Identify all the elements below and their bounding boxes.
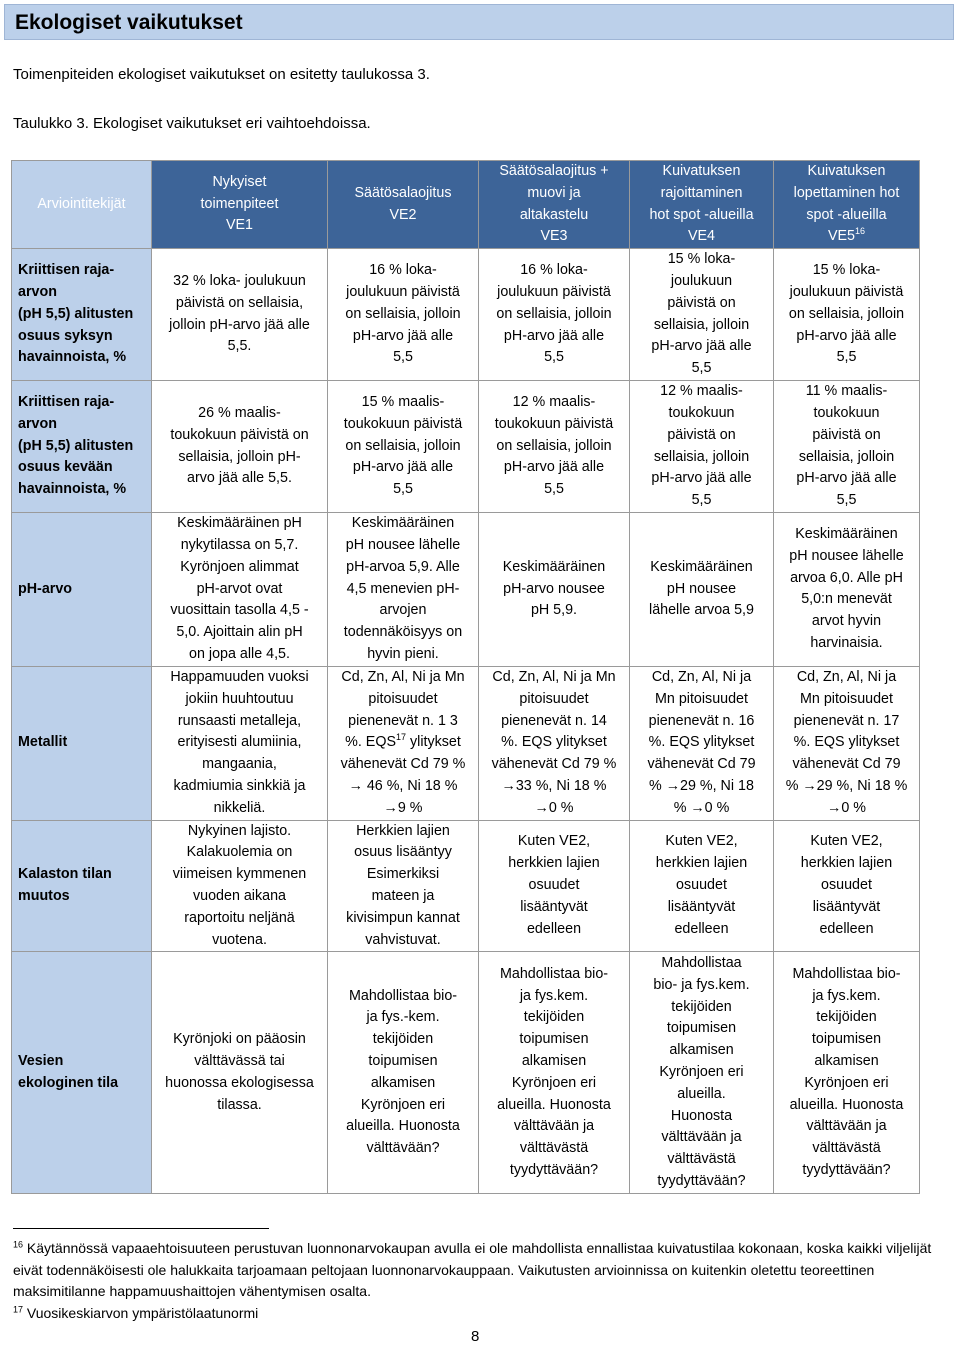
footnote-17-number: 17 — [13, 1304, 24, 1315]
value-cell-ve2: Mahdollistaa bio- ja fys.-kem. tekijöiden toipumisen alkamisen Kyrönjoen eri alueilla. Huonosta välttävään? — [328, 952, 479, 1194]
table-row — [12, 512, 920, 666]
criterion-cell: Metallit — [12, 666, 152, 820]
value-cell-ve2: 15 % maalis- toukokuun päivistä on sellaisia, jolloin pH-arvo jää alle 5,5 — [328, 381, 479, 513]
value-cell-ve1: Kyrönjoki on pääosin välttävässä tai huonossa ekologisessa tilassa. — [152, 952, 328, 1194]
criterion-cell: Kriittisen raja- arvon (pH 5,5) alitusten osuus syksyn havainnoista, % — [12, 249, 152, 381]
value-cell-ve3: Keskimääräinen pH-arvo nousee pH 5,9. — [479, 512, 630, 666]
value-cell-ve3: Cd, Zn, Al, Ni ja Mn pitoisuudet pienenevät n. 14 %. EQS ylitykset vähenevät Cd 79 % →33 %, Ni 18 % →0 % — [479, 666, 630, 820]
value-cell-ve2: Cd, Zn, Al, Ni ja Mn pitoisuudet pienenevät n. 1 3 %. EQS$^{17}$ ylitykset vähenevät Cd 79 % → 46 %, Ni 18 % →9 % — [328, 666, 479, 820]
footnote-16-number: 16 — [13, 1239, 24, 1250]
table-header-row — [12, 161, 920, 249]
value-cell-ve2: Herkkien lajien osuus lisääntyy Esimerkiksi mateen ja kivisimpun kannat vahvistuvat. — [328, 820, 479, 952]
table-caption: Taulukko 3. Ekologiset vaikutukset eri vaihtoehdoissa. — [13, 115, 371, 132]
value-cell-ve2: Keskimääräinen pH nousee lähelle pH-arvoa 5,9. Alle 4,5 menevien pH- arvojen todennäköisyys on hyvin pieni. — [328, 512, 479, 666]
table-row — [12, 666, 920, 820]
value-cell-ve3: 16 % loka- joulukuun päivistä on sellaisia, jolloin pH-arvo jää alle 5,5 — [479, 249, 630, 381]
page-number: 8 — [471, 1328, 480, 1345]
value-cell-ve2: 16 % loka- joulukuun päivistä on sellaisia, jolloin pH-arvo jää alle 5,5 — [328, 249, 479, 381]
value-cell-ve4: Kuten VE2, herkkien lajien osuudet lisääntyvät edelleen — [630, 820, 774, 952]
footnote-17 — [13, 1303, 948, 1325]
value-cell-ve5: 11 % maalis- toukokuun päivistä on sellaisia, jolloin pH-arvo jää alle 5,5 — [774, 381, 920, 513]
value-cell-ve1: 26 % maalis- toukokuun päivistä on sellaisia, jolloin pH- arvo jää alle 5,5. — [152, 381, 328, 513]
table-row — [12, 952, 920, 1194]
value-cell-ve5: Keskimääräinen pH nousee lähelle arvoa 6,0. Alle pH 5,0:n menevät arvot hyvin harvinaisia. — [774, 512, 920, 666]
table-row — [12, 249, 920, 381]
value-cell-ve5: 15 % loka- joulukuun päivistä on sellaisia, jolloin pH-arvo jää alle 5,5 — [774, 249, 920, 381]
value-cell-ve5: Kuten VE2, herkkien lajien osuudet lisääntyvät edelleen — [774, 820, 920, 952]
value-cell-ve3: 12 % maalis- toukokuun päivistä on sellaisia, jolloin pH-arvo jää alle 5,5 — [479, 381, 630, 513]
header-ve2: Säätösalaojitus VE2 — [328, 161, 479, 249]
value-cell-ve4: Cd, Zn, Al, Ni ja Mn pitoisuudet pienenevät n. 16 %. EQS ylitykset vähenevät Cd 79 % →29 %, Ni 18 % →0 % — [630, 666, 774, 820]
header-ve4: Kuivatuksen rajoittaminen hot spot -alueilla VE4 — [630, 161, 774, 249]
header-ve5: Kuivatuksen lopettaminen hot spot -alueilla $VE5^{16}$ — [774, 161, 920, 249]
table-row — [12, 820, 920, 952]
value-cell-ve4: Keskimääräinen pH nousee lähelle arvoa 5,9 — [630, 512, 774, 666]
intro-paragraph: Toimenpiteiden ekologiset vaikutukset on esitetty taulukossa 3. — [13, 66, 430, 83]
criterion-cell: Vesien ekologinen tila — [12, 952, 152, 1194]
value-cell-ve4: 12 % maalis- toukokuun päivistä on sellaisia, jolloin pH-arvo jää alle 5,5 — [630, 381, 774, 513]
value-cell-ve4: Mahdollistaa bio- ja fys.kem. tekijöiden toipumisen alkamisen Kyrönjoen eri alueilla. Huonosta välttävään ja välttävästä tyydyttävään? — [630, 952, 774, 1194]
section-header-bar — [4, 4, 954, 40]
footnote-16-text: Käytännössä vapaaehtoisuuteen perustuvan luonnonarvokaupan avulla ei ole mahdollista ennallistaa kuivatustilaa kokonaan, koska kaikki viljelijät eivät todennäköisesti ole halukkaita tarjoamaan peltojaan luonnonarvokauppaan. Vaikutusten arvioinnissa on kuitenkin oletettu teoreettinen maksimitilanne happamuushaittojen vähentymisen osalta. — [13, 1240, 932, 1299]
value-cell-ve1: Happamuuden vuoksi jokiin huuhtoutuu runsaasti metalleja, erityisesti alumiinia, mangaania, kadmiumia sinkkiä ja nikkeliä. — [152, 666, 328, 820]
header-ve3: Säätösalaojitus + muovi ja altakastelu VE3 — [479, 161, 630, 249]
value-cell-ve3: Mahdollistaa bio- ja fys.kem. tekijöiden toipumisen alkamisen Kyrönjoen eri alueilla. Huonosta välttävään ja välttävästä tyydyttävään? — [479, 952, 630, 1194]
value-cell-ve1: Keskimääräinen pH nykytilassa on 5,7. Kyrönjoen alimmat pH-arvot ovat vuosittain tasolla 4,5 - 5,0. Ajoittain alin pH on jopa alle 4,5. — [152, 512, 328, 666]
footnote-divider — [13, 1228, 269, 1229]
header-ve1: Nykyiset toimenpiteet VE1 — [152, 161, 328, 249]
criterion-cell: pH-arvo — [12, 512, 152, 666]
value-cell-ve5: Mahdollistaa bio- ja fys.kem. tekijöiden toipumisen alkamisen Kyrönjoen eri alueilla. Huonosta välttävään ja välttävästä tyydyttävään? — [774, 952, 920, 1194]
criterion-cell: Kriittisen raja- arvon (pH 5,5) alitusten osuus kevään havainnoista, % — [12, 381, 152, 513]
ecological-impacts-table — [11, 160, 920, 1194]
footnote-17-text: Vuosikeskiarvon ympäristölaatunormi — [26, 1305, 259, 1321]
value-cell-ve1: 32 % loka- joulukuun päivistä on sellaisia, jolloin pH-arvo jää alle 5,5. — [152, 249, 328, 381]
criterion-cell: Kalaston tilan muutos — [12, 820, 152, 952]
value-cell-ve1: Nykyinen lajisto. Kalakuolemia on viimeisen kymmenen vuoden aikana raportoitu neljänä vuotena. — [152, 820, 328, 952]
value-cell-ve5: Cd, Zn, Al, Ni ja Mn pitoisuudet pienenevät n. 17 %. EQS ylitykset vähenevät Cd 79 % →29 %, Ni 18 % →0 % — [774, 666, 920, 820]
value-cell-ve3: Kuten VE2, herkkien lajien osuudet lisääntyvät edelleen — [479, 820, 630, 952]
footnote-16 — [13, 1238, 948, 1303]
value-cell-ve4: 15 % loka- joulukuun päivistä on sellaisia, jolloin pH-arvo jää alle 5,5 — [630, 249, 774, 381]
header-criteria: Arviointitekijät — [12, 161, 152, 249]
section-title: Ekologiset vaikutukset — [15, 11, 243, 34]
table-row — [12, 381, 920, 513]
